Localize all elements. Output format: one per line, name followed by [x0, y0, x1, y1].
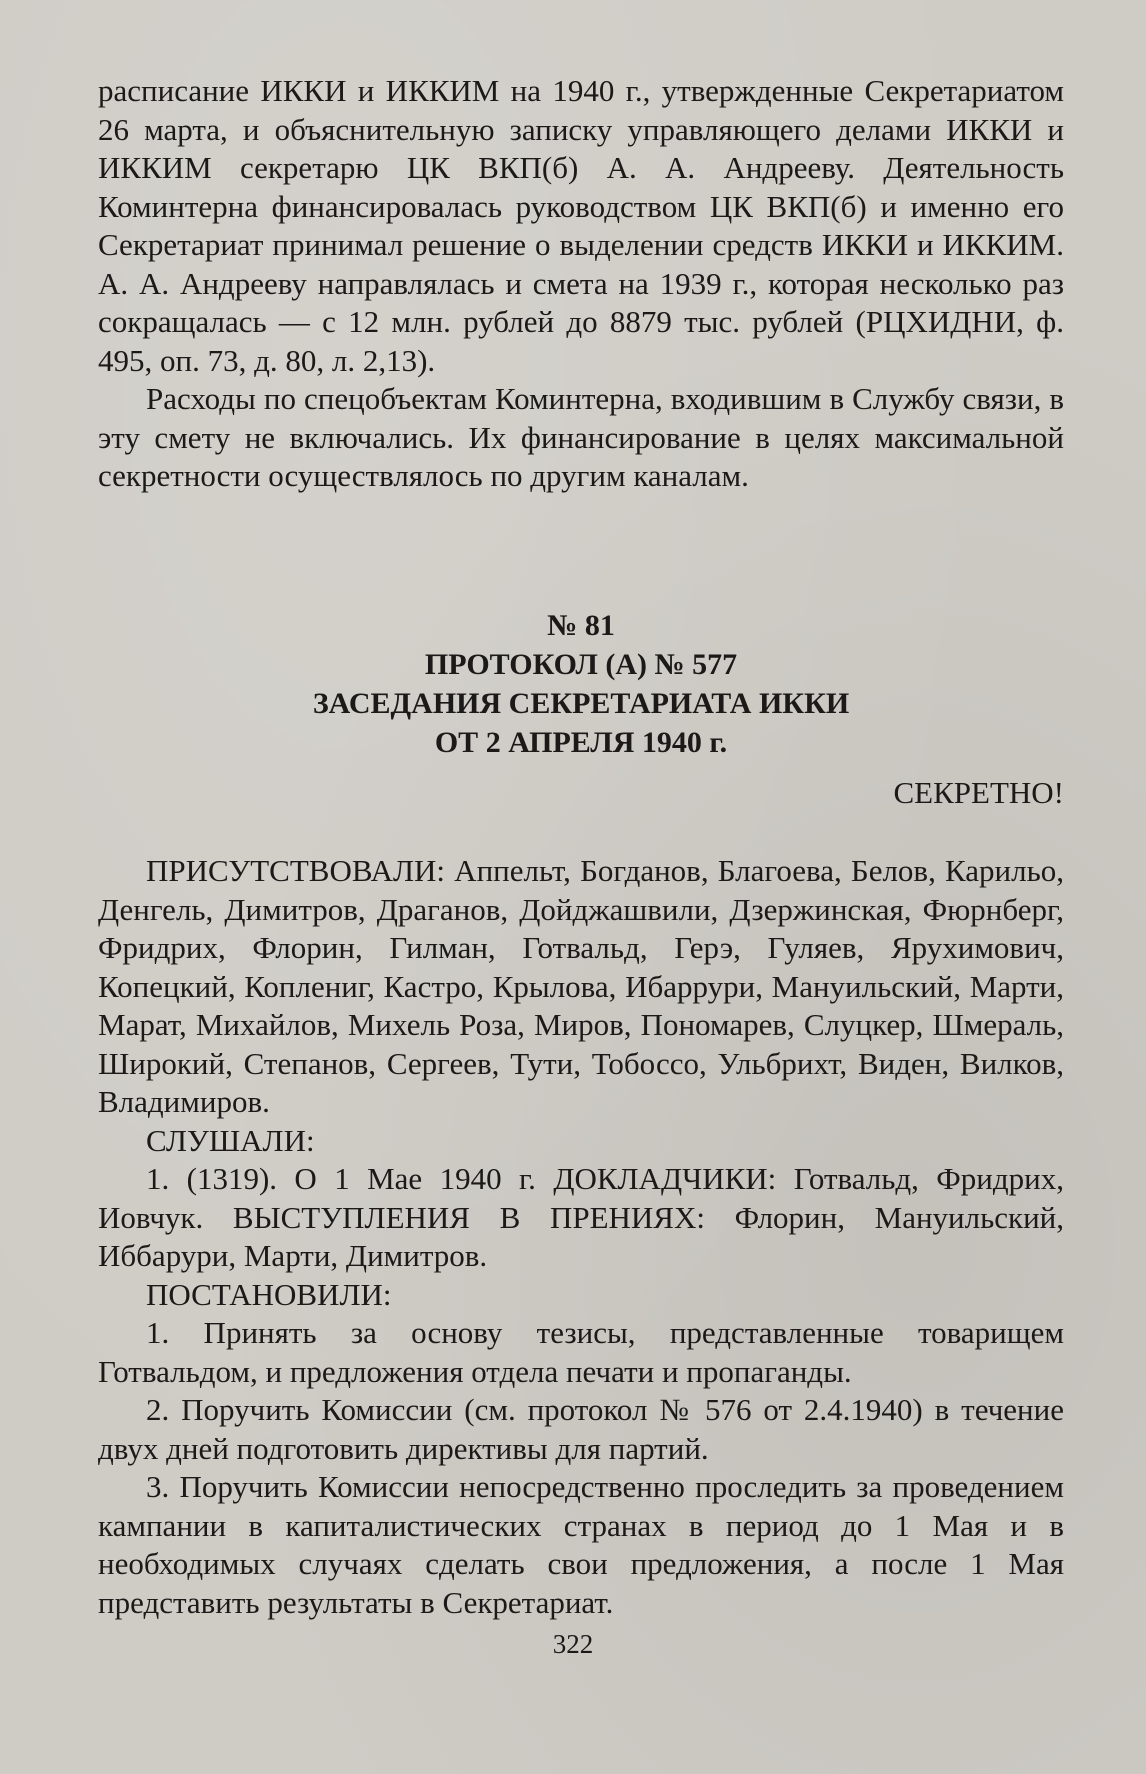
intro-paragraph-2: Расходы по спецобъектам Коминтерна, входившим в Службу связи, в эту смету не включались. Их финансирование в целях максимальной секретности осуществлялось по другим каналам. [98, 381, 1064, 493]
resolved-label: ПОСТАНОВИЛИ: [146, 1276, 392, 1312]
intro-paragraph-1: расписание ИККИ и ИККИМ на 1940 г., утвержденные Секретариатом 26 марта, и объяснительную записку управляющего делами ИККИ и ИККИМ секретарю ЦК ВКП(б) А. А. Андрееву. Деятельность Коминтерна финансировалась руководством ЦК ВКП(б) и именно его Секретариат принимал решение о выделении средств ИККИ и ИККИМ. А. А. Андрееву направлялась и смета на 1939 г., которая несколько раз сокращалась — с 12 млн. рублей до 8879 тыс. рублей (РЦХИДНИ, ф. 495, оп. 73, д. 80, л. 2,13). [98, 73, 1064, 378]
document-number: № 81 [547, 609, 615, 642]
heading-line-3: ОТ 2 АПРЕЛЯ 1940 г. [434, 726, 728, 759]
document-heading [98, 606, 1064, 762]
heard-item: 1. (1319). О 1 Мае 1940 г. ДОКЛАДЧИКИ: Готвальд, Фридрих, Иовчук. ВЫСТУПЛЕНИЯ В ПРЕНИЯХ: Флорин, Мануильский, Иббарури, Марти, Димитров. [98, 1161, 1064, 1273]
resolution-1: 1. Принять за основу тезисы, представленные товарищем Готвальдом, и предложения отдела печати и пропаганды. [98, 1315, 1064, 1389]
page-number: 322 [552, 1629, 594, 1659]
heard-label: СЛУШАЛИ: [146, 1122, 315, 1158]
resolution-2: 2. Поручить Комиссии (см. протокол № 576 от 2.4.1940) в течение двух дней подготовить директивы для партий. [98, 1392, 1064, 1466]
heading-line-2: ЗАСЕДАНИЯ СЕКРЕТАРИАТА ИККИ [312, 687, 850, 720]
attendees-paragraph: ПРИСУТСТВОВАЛИ: Аппельт, Богданов, Благоева, Белов, Карильо, Денгель, Димитров, Драганов, Дойджашвили, Дзержинская, Фюрнберг, Фридрих, Флорин, Гилман, Готвальд, Герэ, Гуляев, Ярухимович, Копецкий, Коплениг, Кастро, Крылова, Ибаррури, Мануильский, Марти, Марат, Михайлов, Михель Роза, Миров, Пономарев, Слуцкер, Шмераль, Широкий, Степанов, Сергеев, Тути, Тобоссо, Ульбрихт, Виден, Вилков, Владимиров. [98, 853, 1064, 1119]
intro-text [98, 72, 1064, 496]
protocol-body [98, 852, 1064, 1622]
heading-line-1: ПРОТОКОЛ (А) № 577 [424, 648, 738, 681]
resolution-3: 3. Поручить Комиссии непосредственно проследить за проведением кампании в капиталистических странах в период до 1 Мая и в необходимых случаях сделать свои предложения, а после 1 Мая представить результаты в Секретариат. [98, 1469, 1064, 1620]
secrecy-stamp: СЕКРЕТНО! [893, 775, 1064, 810]
